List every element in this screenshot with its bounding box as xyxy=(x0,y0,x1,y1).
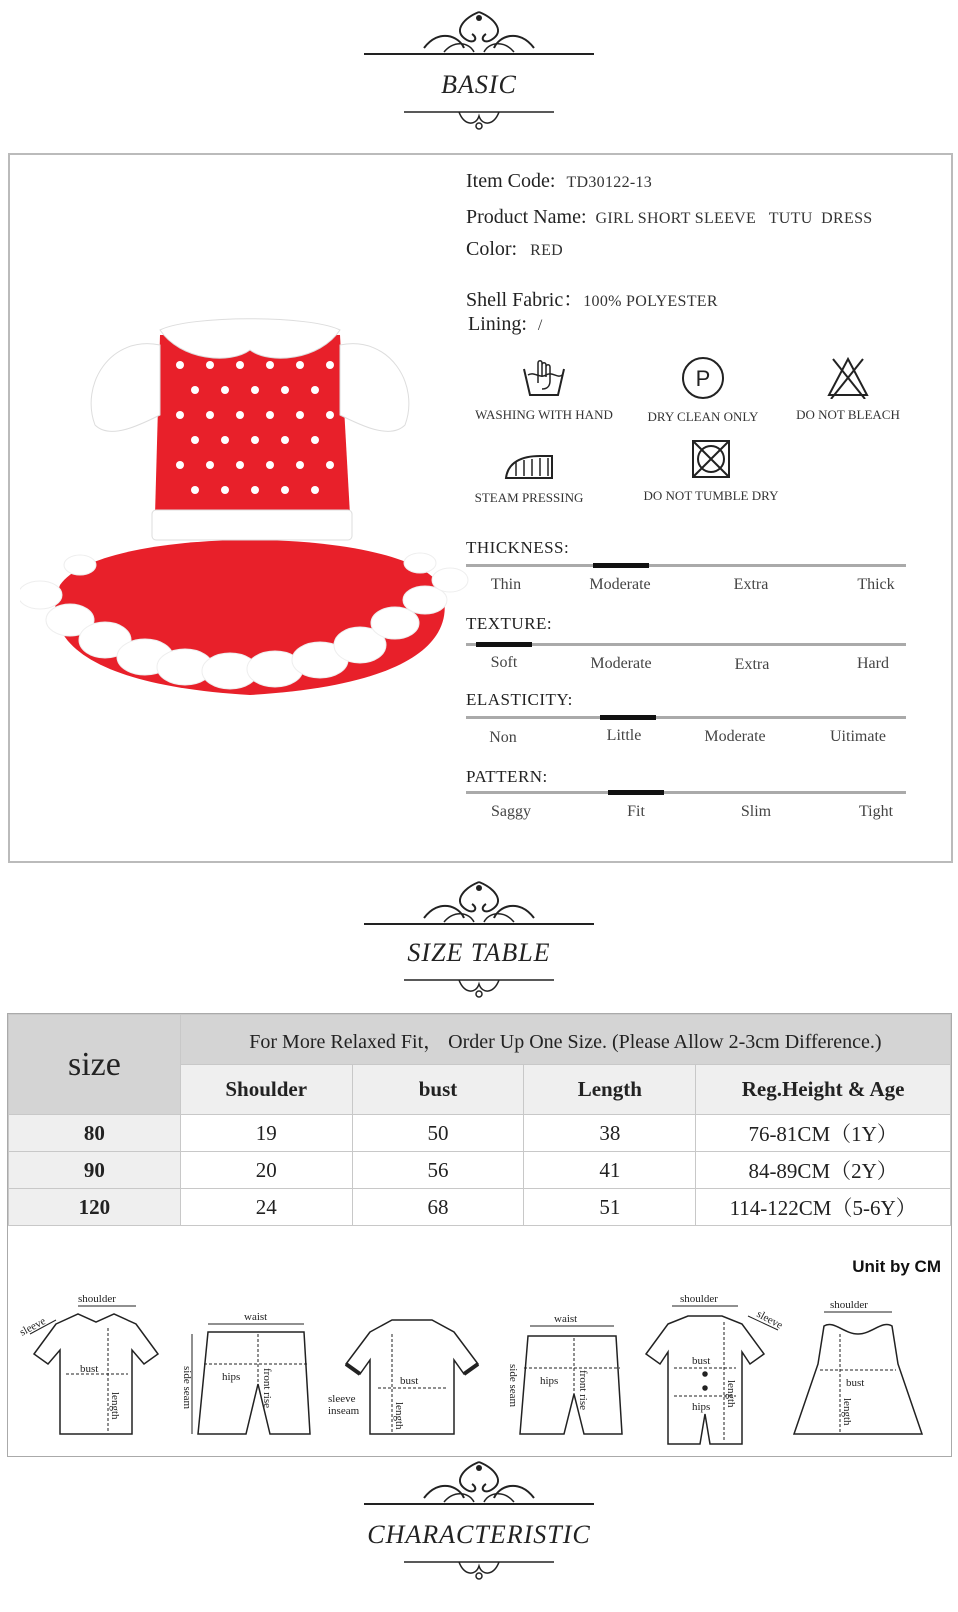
elasticity-option: Little xyxy=(606,727,642,744)
texture-option: Soft xyxy=(490,654,518,671)
unit-note: Unit by CM xyxy=(852,1257,941,1276)
care-label: DO NOT BLEACH xyxy=(796,407,900,422)
sleeve-label: sleeve xyxy=(17,1315,48,1339)
ornament-top-icon xyxy=(364,878,594,936)
texture-option: Moderate xyxy=(590,655,652,672)
texture-scale-bar xyxy=(466,643,906,646)
basic-section-header xyxy=(0,8,958,130)
size-value: 90 xyxy=(9,1152,181,1189)
ornament-top-icon xyxy=(364,8,594,66)
front-rise-label: front rise xyxy=(577,1370,589,1411)
table-cell: 56 xyxy=(352,1152,524,1189)
care-hand-wash xyxy=(470,355,618,423)
shell-fabric-value: 100% POLYESTER xyxy=(583,293,718,310)
pattern-selected-marker xyxy=(608,790,664,795)
care-label: DRY CLEAN ONLY xyxy=(647,409,759,424)
table-cell: 50 xyxy=(352,1115,524,1152)
care-no-tumble-dry xyxy=(638,438,784,504)
size-table xyxy=(8,1014,951,1226)
measurement-diagrams xyxy=(8,1284,951,1454)
elasticity-option: Non xyxy=(489,729,517,746)
length-label: length xyxy=(725,1380,737,1408)
elasticity-selected-marker xyxy=(600,715,656,720)
care-no-bleach xyxy=(788,355,908,423)
product-name-value: GIRL SHORT SLEEVE TUTU DRESS xyxy=(595,210,873,227)
thickness-scale-bar xyxy=(466,564,906,567)
size-value: 120 xyxy=(9,1189,181,1226)
thickness-option: Extra xyxy=(733,576,769,593)
column-header: bust xyxy=(352,1065,524,1115)
texture-option: Extra xyxy=(734,656,770,673)
length-label: length xyxy=(393,1402,405,1430)
length-label: length xyxy=(109,1392,121,1420)
elasticity-label: ELASTICITY: xyxy=(466,690,573,709)
elasticity-scale-bar xyxy=(466,716,906,719)
length-label: length xyxy=(841,1398,853,1426)
table-cell: 24 xyxy=(180,1189,352,1226)
shell-fabric-row xyxy=(466,283,718,312)
pattern-option: Fit xyxy=(627,803,645,820)
table-row xyxy=(9,1115,951,1152)
texture-option: Hard xyxy=(857,655,889,672)
column-header: Shoulder xyxy=(180,1065,352,1115)
thickness-option: Moderate xyxy=(589,576,651,593)
basic-info-panel xyxy=(8,153,953,863)
sleeve-inseam-label: inseam xyxy=(328,1405,360,1417)
thickness-selected-marker xyxy=(593,563,649,568)
ornament-bottom-icon xyxy=(404,104,554,130)
ornament-top-icon xyxy=(364,1458,594,1516)
shorts-diagram xyxy=(192,1324,310,1434)
texture-selected-marker xyxy=(476,642,532,647)
pattern-option: Tight xyxy=(858,803,894,820)
shoulder-label: shoulder xyxy=(830,1299,868,1311)
table-cell: 68 xyxy=(352,1189,524,1226)
size-header: size xyxy=(9,1015,181,1115)
size-value: 80 xyxy=(9,1115,181,1152)
hand-wash-icon xyxy=(520,355,568,399)
waist-label: waist xyxy=(244,1311,268,1323)
care-label: STEAM PRESSING xyxy=(474,490,584,505)
iron-icon xyxy=(502,448,556,482)
item-code-label: Item Code: xyxy=(466,170,556,192)
color-value: RED xyxy=(530,242,564,259)
thickness-option: Thick xyxy=(857,576,895,593)
romper-diagram xyxy=(646,1306,778,1444)
shell-fabric-label: Shell Fabric： xyxy=(466,289,584,311)
product-name-label: Product Name: xyxy=(466,206,587,228)
table-cell: 114-122CM（5-6Y） xyxy=(696,1189,951,1226)
sleeveless-dress-diagram xyxy=(794,1312,922,1434)
waist-label: waist xyxy=(554,1313,578,1325)
bust-label: bust xyxy=(400,1375,419,1387)
care-label: DO NOT TUMBLE DRY xyxy=(643,488,779,503)
item-code-row xyxy=(466,170,652,193)
color-label: Color: xyxy=(466,238,518,260)
pattern-scale-bar xyxy=(466,791,906,794)
svg-text:P: P xyxy=(695,366,711,391)
front-rise-label: front rise xyxy=(261,1368,273,1409)
texture-label: TEXTURE: xyxy=(466,614,553,633)
hips-label: hips xyxy=(222,1371,241,1383)
fit-note: For More Relaxed Fit， Order Up One Size. (Please Allow 2-3cm Difference.) xyxy=(180,1015,950,1065)
thickness-option: Thin xyxy=(490,576,522,593)
basic-title: BASIC xyxy=(441,70,517,99)
column-header: Length xyxy=(524,1065,696,1115)
size-table-section-header xyxy=(0,878,958,998)
product-image xyxy=(20,305,475,715)
pattern-label: PATTERN: xyxy=(466,767,548,786)
bust-label: bust xyxy=(846,1377,865,1389)
item-code-value: TD30122-13 xyxy=(566,174,653,191)
care-label: WASHING WITH HAND xyxy=(475,407,613,422)
sleeve-inseam-label: sleeve xyxy=(328,1393,356,1405)
sleeve-label: sleeve xyxy=(754,1308,785,1332)
dry-clean-icon xyxy=(680,355,726,401)
pattern-option: Slim xyxy=(740,803,772,820)
lining-label: Lining: xyxy=(468,313,527,335)
bust-label: bust xyxy=(692,1355,711,1367)
table-cell: 51 xyxy=(524,1189,696,1226)
hips-label: hips xyxy=(540,1375,559,1387)
elasticity-option: Uitimate xyxy=(830,728,886,745)
table-cell: 20 xyxy=(180,1152,352,1189)
thickness-label: THICKNESS: xyxy=(466,538,570,557)
pattern-option: Saggy xyxy=(491,803,531,820)
side-seam-label: side seam xyxy=(507,1364,519,1408)
hips-label: hips xyxy=(692,1401,711,1413)
column-header: Reg.Height & Age xyxy=(696,1065,951,1115)
bust-label: bust xyxy=(80,1363,99,1375)
lining-value: / xyxy=(537,317,543,334)
table-cell: 84-89CM（2Y） xyxy=(696,1152,951,1189)
shoulder-label: shoulder xyxy=(78,1293,116,1305)
side-seam-label: side seam xyxy=(181,1366,193,1410)
ornament-bottom-icon xyxy=(404,1554,554,1580)
color-row xyxy=(466,238,563,261)
table-row xyxy=(9,1152,951,1189)
elasticity-option: Moderate xyxy=(704,728,766,745)
table-cell: 41 xyxy=(524,1152,696,1189)
product-name-row xyxy=(466,206,872,229)
size-table-title: SIZE TABLE xyxy=(407,938,551,967)
characteristic-section-header xyxy=(0,1458,958,1580)
shorts-diagram-2 xyxy=(520,1326,622,1434)
lining-row xyxy=(468,313,543,336)
table-cell: 76-81CM（1Y） xyxy=(696,1115,951,1152)
care-steam-pressing xyxy=(470,448,588,506)
care-dry-clean xyxy=(638,355,768,425)
shoulder-label: shoulder xyxy=(680,1293,718,1305)
no-bleach-icon xyxy=(825,355,871,399)
no-tumble-dry-icon xyxy=(690,438,732,480)
table-cell: 19 xyxy=(180,1115,352,1152)
ornament-bottom-icon xyxy=(404,972,554,998)
table-cell: 38 xyxy=(524,1115,696,1152)
characteristic-title: CHARACTERISTIC xyxy=(367,1520,591,1549)
size-table-panel xyxy=(7,1013,952,1457)
table-row xyxy=(9,1189,951,1226)
